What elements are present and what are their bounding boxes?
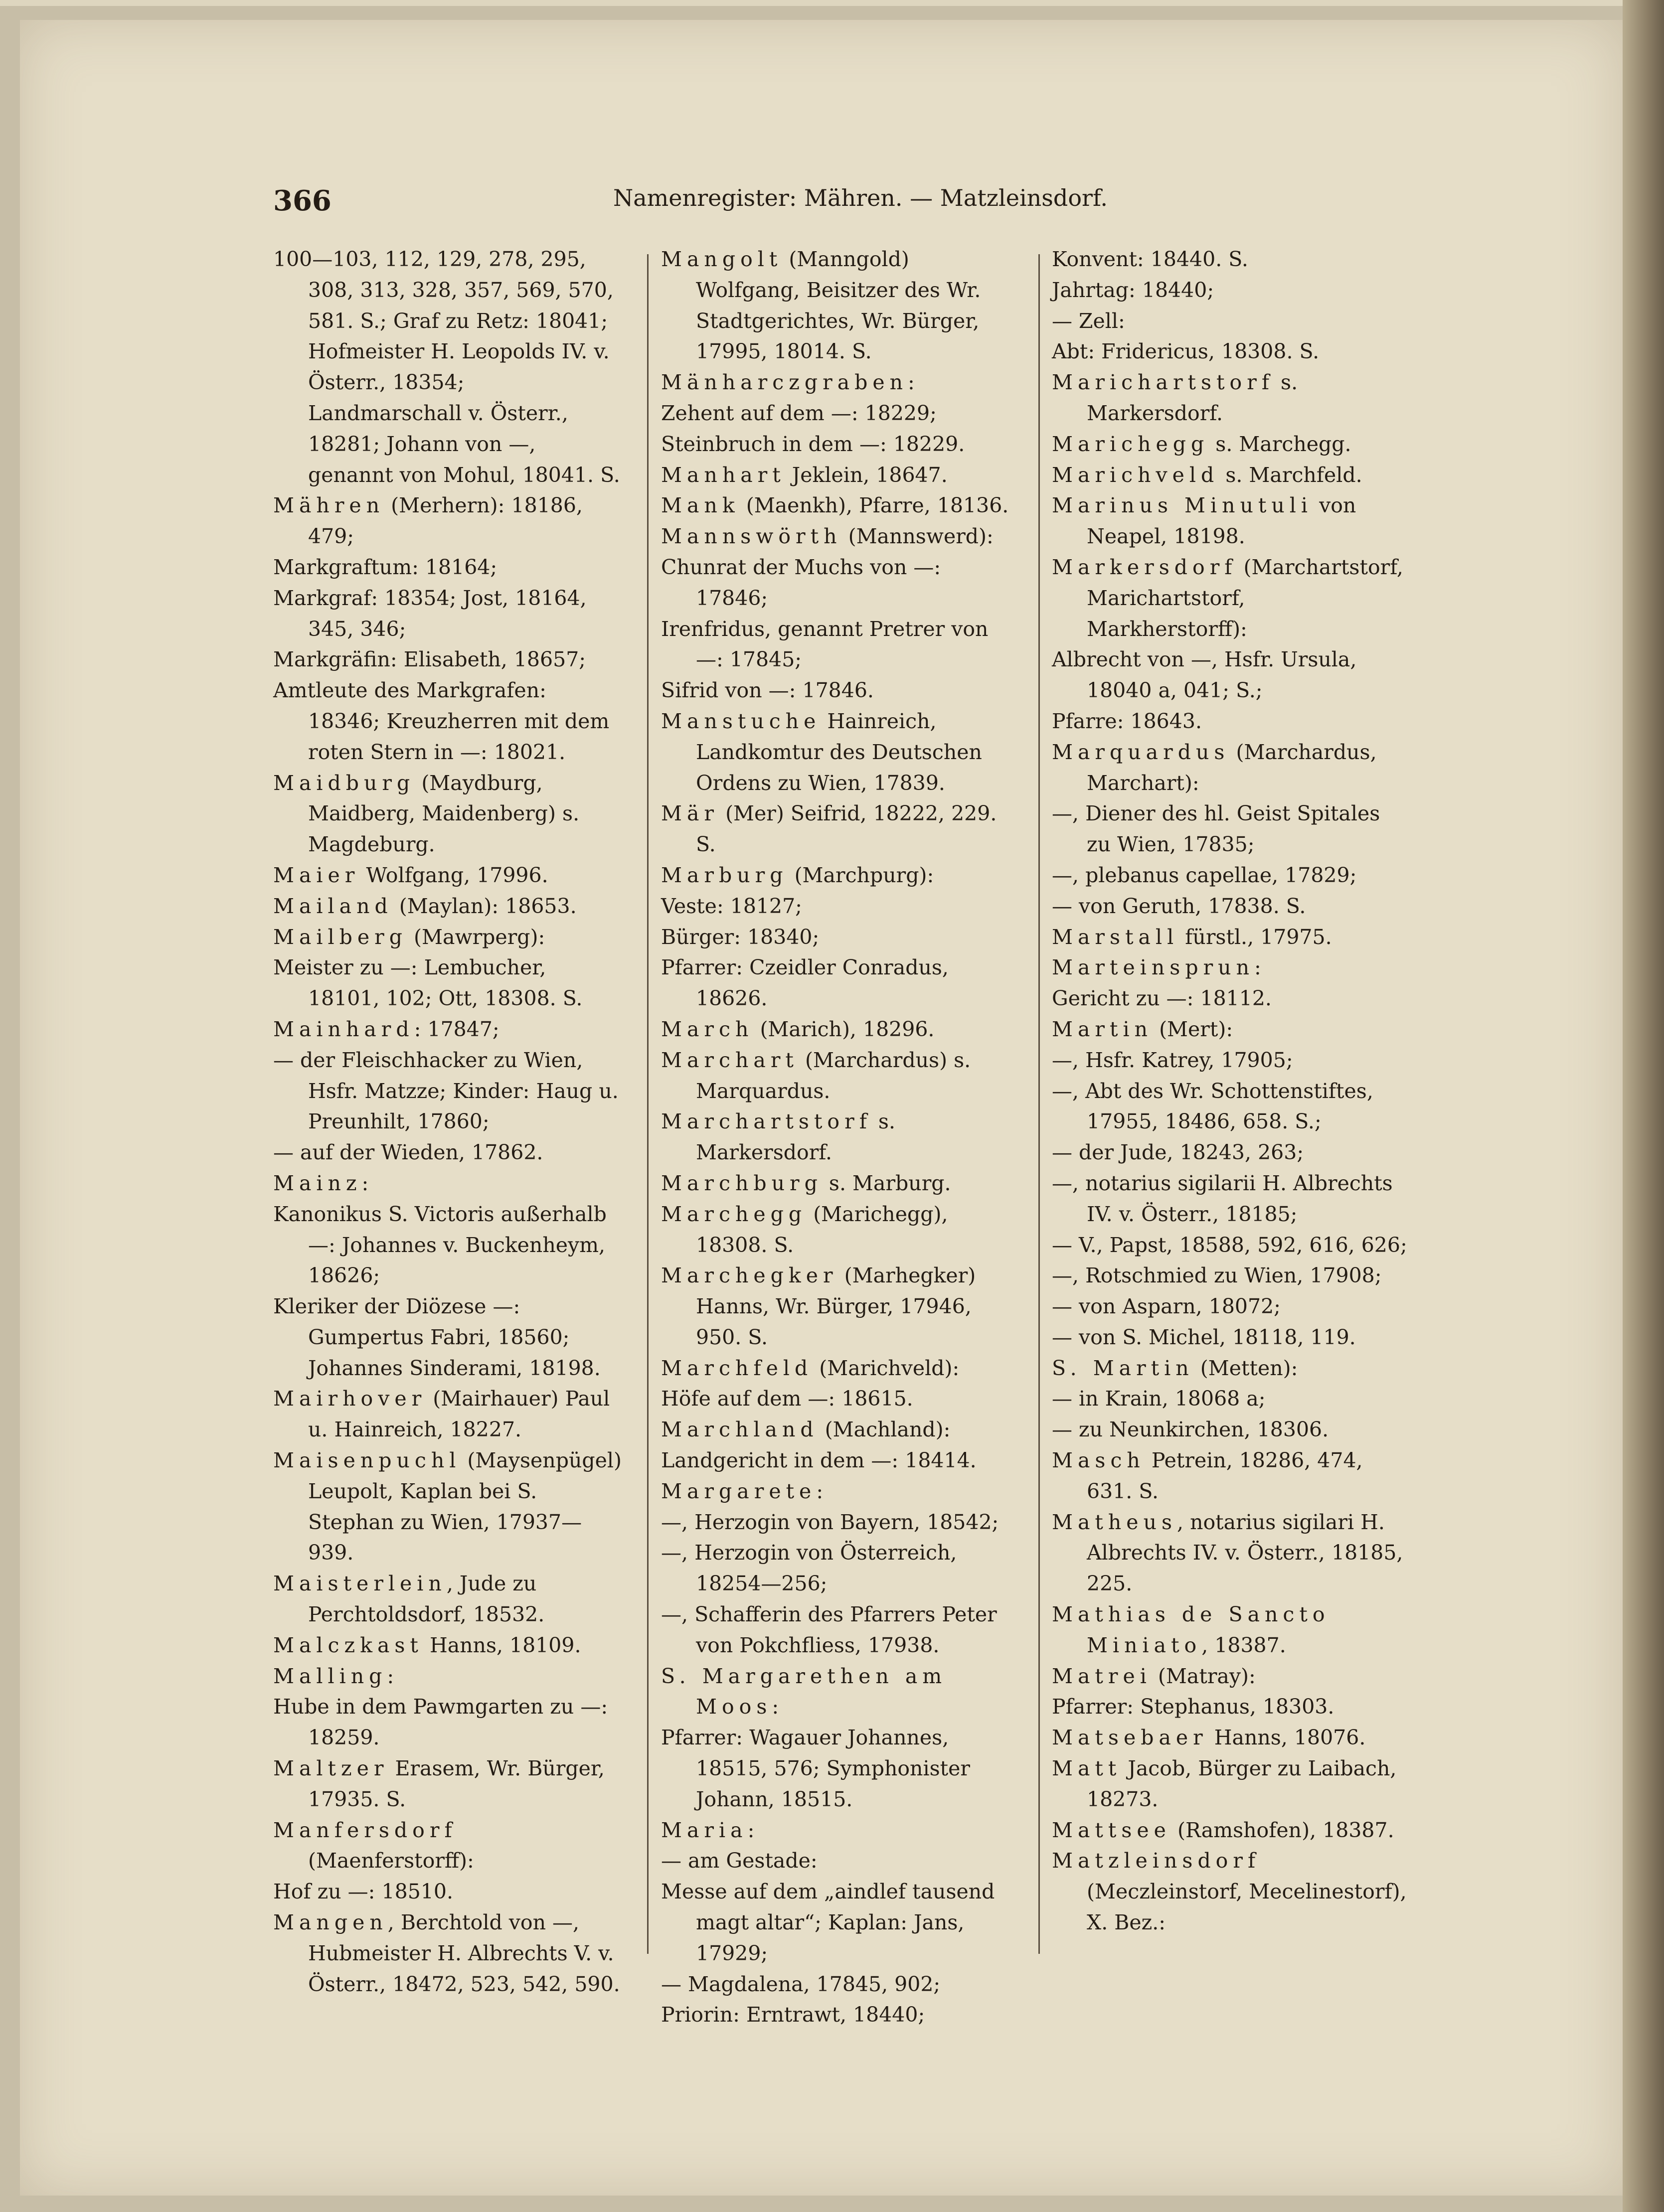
entry-text: (Merhern): 18186, 479; xyxy=(308,493,583,549)
entry-text: Kleriker der Diözese —: Gumpertus Fabri, 18560; Johannes Sinderami, 18198. xyxy=(273,1294,601,1380)
index-entry xyxy=(1052,1137,1408,1168)
index-entry xyxy=(1052,644,1408,706)
entry-text: Erasem, Wr. Bürger, 17935. S. xyxy=(308,1756,605,1811)
index-entry xyxy=(661,1476,1015,1507)
entry-text: Konvent: 18440. S. xyxy=(1052,247,1248,271)
index-entry xyxy=(1052,1599,1408,1661)
entry-headword: S. Martin xyxy=(1052,1356,1194,1380)
index-entry xyxy=(1052,1353,1408,1384)
index-entry xyxy=(661,1445,1015,1476)
entry-headword: March xyxy=(661,1017,754,1041)
index-entry xyxy=(1052,1045,1408,1076)
entry-text: Zehent auf dem —: 18229; xyxy=(661,401,937,425)
index-entry xyxy=(661,1599,1015,1661)
entry-text: Petrein, 18286, 474, 631. S. xyxy=(1087,1448,1363,1503)
index-entry xyxy=(661,675,1015,706)
index-entry xyxy=(661,429,1015,460)
entry-text: s. Marchegg. xyxy=(1209,432,1351,456)
entry-headword: Marichveld xyxy=(1052,463,1219,487)
entry-text: — am Gestade: xyxy=(661,1849,818,1873)
index-entry xyxy=(1052,860,1408,891)
page-number: 366 xyxy=(273,184,332,217)
entry-text: (Maylan): 18653. xyxy=(392,894,577,918)
entry-text: (Mairhauer) Paul u. Hainreich, 18227. xyxy=(308,1387,610,1442)
index-entry xyxy=(273,1661,622,1692)
entry-text: Pfarre: 18643. xyxy=(1052,709,1202,733)
entry-text: Bürger: 18340; xyxy=(661,925,820,949)
entry-text: Veste: 18127; xyxy=(661,894,802,918)
index-entry xyxy=(661,367,1015,398)
entry-headword: Matsebaer xyxy=(1052,1726,1208,1750)
index-entry xyxy=(1052,429,1408,460)
entry-text: Jeklein, 18647. xyxy=(785,463,948,487)
index-entry xyxy=(1052,706,1408,737)
entry-headword: Mailberg xyxy=(273,925,408,949)
entry-text: Irenfridus, genannt Pretrer von —: 17845; xyxy=(661,617,989,672)
index-entry xyxy=(1052,1014,1408,1045)
entry-headword: S. Margarethen am Moos xyxy=(661,1664,947,1719)
index-entry xyxy=(1052,1261,1408,1291)
index-entry xyxy=(1052,1230,1408,1261)
index-entry xyxy=(273,860,622,891)
index-entry xyxy=(273,1569,622,1630)
index-entry xyxy=(273,675,622,768)
index-entry xyxy=(661,1538,1015,1599)
index-entry xyxy=(661,798,1015,860)
index-entry xyxy=(273,922,622,953)
index-entry xyxy=(661,1815,1015,1846)
entry-headword: Marchburg xyxy=(661,1171,823,1195)
entry-text: — zu Neunkirchen, 18306. xyxy=(1052,1418,1329,1442)
entry-headword: Maisterlein xyxy=(273,1572,447,1596)
entry-text: Hanns, 18109. xyxy=(423,1633,581,1657)
index-entry xyxy=(1052,244,1408,275)
index-entry xyxy=(273,1168,622,1199)
index-entry xyxy=(661,1199,1015,1261)
index-entry xyxy=(1052,737,1408,799)
entry-text: Hanns, 18076. xyxy=(1207,1726,1366,1750)
entry-text: Pfarrer: Wagauer Johannes, 18515, 576; Symphonister Johann, 18515. xyxy=(661,1726,970,1811)
entry-text: Markgraftum: 18164; xyxy=(273,555,498,579)
entry-headword: Mainhard xyxy=(273,1017,414,1041)
index-entry xyxy=(1052,336,1408,367)
entry-headword: Mannswörth xyxy=(661,524,842,549)
entry-text: (Mert): xyxy=(1153,1017,1233,1041)
index-entry xyxy=(661,1969,1015,2000)
book-spine xyxy=(1623,0,1664,2212)
index-entry xyxy=(1052,1507,1408,1599)
entry-headword: Marinus Minutuli xyxy=(1052,493,1313,518)
entry-headword: Maisenpuchl xyxy=(273,1448,461,1473)
entry-headword: Mangen xyxy=(273,1910,388,1935)
index-entry xyxy=(1052,367,1408,429)
entry-headword: Manstuche xyxy=(661,709,821,733)
entry-text: (Mawrperg): xyxy=(407,925,545,949)
entry-text: (Marchpurg): xyxy=(788,863,934,887)
index-entry xyxy=(273,1630,622,1661)
entry-headword: Maier xyxy=(273,863,360,887)
index-entry xyxy=(661,922,1015,953)
index-entry xyxy=(1052,1753,1408,1815)
index-entry xyxy=(1052,1815,1408,1846)
index-entry xyxy=(661,244,1015,367)
index-entry xyxy=(273,1877,622,1907)
entry-headword: Marchart xyxy=(661,1048,799,1072)
entry-text: Abt: Fridericus, 18308. S. xyxy=(1052,339,1320,364)
entry-headword: Markersdorf xyxy=(1052,555,1237,579)
entry-text: (Marchardus) s. Marquardus. xyxy=(696,1048,971,1103)
entry-headword: Marstall xyxy=(1052,925,1179,949)
entry-headword: Mangolt xyxy=(661,247,783,271)
entry-text: —, plebanus capellae, 17829; xyxy=(1052,863,1357,887)
entry-text: , Berchtold von —, Hubmeister H. Albrechts V. v. Österr., 18472, 523, 542, 590. xyxy=(308,1910,620,1996)
index-entry xyxy=(1052,275,1408,306)
index-entry xyxy=(1052,1384,1408,1415)
index-entry xyxy=(1052,798,1408,860)
entry-text: (Metten): xyxy=(1193,1356,1298,1380)
entry-text: Chunrat der Muchs von —: 17846; xyxy=(661,555,941,610)
entry-text: Priorin: Erntrawt, 18440; xyxy=(661,2003,925,2027)
entry-text: Höfe auf dem —: 18615. xyxy=(661,1387,913,1411)
index-entry xyxy=(273,552,622,583)
column-divider xyxy=(1038,254,1040,1954)
index-entry xyxy=(1052,1168,1408,1230)
entry-headword: Maltzer xyxy=(273,1756,389,1781)
index-entry xyxy=(1052,1322,1408,1353)
entry-text: (Marichegg), 18308. S. xyxy=(696,1202,948,1257)
index-entry xyxy=(661,860,1015,891)
entry-text: — auf der Wieden, 17862. xyxy=(273,1140,543,1165)
entry-headword: Manhart xyxy=(661,463,786,487)
entry-headword: Mainz xyxy=(273,1171,362,1195)
index-entry xyxy=(1052,1076,1408,1138)
entry-text: 100—103, 112, 129, 278, 295, 308, 313, 328, 357, 569, 570, 581. S.; Graf zu Retz: 18041; Hofmeister H. Leopolds IV. v. Österr., 18354; Landmarschall v. Österr., 18281; Johann von —, genannt von Mohul, 18041. S. xyxy=(273,247,620,487)
entry-text: (Marchardus, Marchart): xyxy=(1087,740,1377,795)
entry-headword: Marteinsprun xyxy=(1052,955,1254,980)
index-entry xyxy=(661,521,1015,552)
entry-headword: Masch xyxy=(1052,1448,1145,1473)
entry-text: —, Schafferin des Pfarrers Peter von Pokchfliess, 17938. xyxy=(661,1602,997,1657)
entry-text: — in Krain, 18068 a; xyxy=(1052,1387,1266,1411)
entry-text: : xyxy=(772,1695,779,1719)
index-entry xyxy=(273,1045,622,1137)
index-entry xyxy=(273,891,622,922)
entry-text: — Magdalena, 17845, 902; xyxy=(661,1972,941,1996)
entry-text: Markgraf: 18354; Jost, 18164, 345, 346; xyxy=(273,586,587,641)
entry-text: —, Abt des Wr. Schottenstiftes, 17955, 18486, 658. S.; xyxy=(1052,1079,1373,1134)
entry-text: (Marich), 18296. xyxy=(753,1017,935,1041)
entry-text: von Neapel, 18198. xyxy=(1087,493,1356,549)
index-entry xyxy=(273,583,622,645)
entry-text: Hainreich, Landkomtur des Deutschen Ordens zu Wien, 17839. xyxy=(696,709,982,795)
index-entry xyxy=(661,1014,1015,1045)
index-entry xyxy=(273,1199,622,1291)
entry-text: (Maydburg, Maidberg, Maidenberg) s. Magdeburg. xyxy=(308,771,580,857)
entry-headword: Matheus xyxy=(1052,1510,1177,1534)
entry-text: Steinbruch in dem —: 18229. xyxy=(661,432,965,456)
index-entry xyxy=(1052,306,1408,337)
entry-headword: Mank xyxy=(661,493,740,518)
index-entry xyxy=(273,1014,622,1045)
entry-text: — Zell: xyxy=(1052,309,1125,333)
index-entry xyxy=(273,1753,622,1815)
entry-headword: Mänharczgraben xyxy=(661,370,908,395)
entry-headword: Mähren xyxy=(273,493,385,518)
index-entry xyxy=(661,952,1015,1014)
index-entry xyxy=(1052,1415,1408,1445)
entry-text: Messe auf dem „aindlef tausend magt altar“; Kaplan: Jans, 17929; xyxy=(661,1880,995,1965)
entry-text: (Meczleinstorf, Mecelinestorf), X. Bez.: xyxy=(1087,1880,1407,1935)
entry-text: — der Fleischhacker zu Wien, Hsfr. Matzze; Kinder: Haug u. Preunhilt, 17860; xyxy=(273,1048,619,1134)
entry-text: — der Jude, 18243, 263; xyxy=(1052,1140,1304,1165)
index-entry xyxy=(1052,922,1408,953)
entry-text: Pfarrer: Czeidler Conradus, 18626. xyxy=(661,955,949,1011)
index-entry xyxy=(1052,1445,1408,1507)
index-entry xyxy=(273,1815,622,1877)
entry-headword: Mathias de Sancto Miniato xyxy=(1052,1602,1330,1657)
entry-text: (Mer) Seifrid, 18222, 229. S. xyxy=(696,801,997,857)
entry-text: — von Geruth, 17838. S. xyxy=(1052,894,1306,918)
entry-headword: Marburg xyxy=(661,863,788,887)
entry-text: Sifrid von —: 17846. xyxy=(661,678,874,703)
entry-headword: Marichegg xyxy=(1052,432,1209,456)
entry-text: Wolfgang, 17996. xyxy=(359,863,548,887)
index-entry xyxy=(661,398,1015,429)
entry-text: , 18387. xyxy=(1201,1633,1286,1657)
entry-headword: Maria xyxy=(661,1818,748,1842)
entry-text: Gericht zu —: 18112. xyxy=(1052,986,1272,1011)
entry-text: Markgräfin: Elisabeth, 18657; xyxy=(273,647,586,672)
entry-text: (Mannswerd): xyxy=(841,524,994,549)
entry-headword: Malczkast xyxy=(273,1633,423,1657)
entry-text: Pfarrer: Stephanus, 18303. xyxy=(1052,1695,1334,1719)
entry-text: : 17847; xyxy=(414,1017,499,1041)
entry-headword: Marchfeld xyxy=(661,1356,813,1380)
entry-text: (Maysenpügel) Leupolt, Kaplan bei S. Stephan zu Wien, 17937—939. xyxy=(308,1448,622,1565)
index-entry xyxy=(661,1877,1015,1969)
entry-headword: Mattsee xyxy=(1052,1818,1171,1842)
entry-text: (Maenferstorff): xyxy=(308,1849,474,1873)
index-entry xyxy=(1052,1291,1408,1322)
entry-text: (Marhegker) Hanns, Wr. Bürger, 17946, 950. S. xyxy=(696,1264,976,1349)
index-entry xyxy=(1052,490,1408,552)
entry-text: (Marichveld): xyxy=(813,1356,960,1380)
index-entry xyxy=(661,1507,1015,1538)
index-column-3 xyxy=(1052,244,1408,1938)
index-entry xyxy=(661,460,1015,491)
entry-text: : xyxy=(361,1171,369,1195)
index-entry xyxy=(661,706,1015,798)
entry-text: (Maenkh), Pfarre, 18136. xyxy=(739,493,1009,518)
index-entry xyxy=(661,2000,1015,2031)
index-entry xyxy=(1052,1723,1408,1753)
entry-text: : xyxy=(908,370,915,395)
index-entry xyxy=(273,244,622,490)
index-entry xyxy=(1052,460,1408,491)
entry-text: : xyxy=(816,1479,824,1503)
index-entry xyxy=(273,1384,622,1445)
entry-text: Albrecht von —, Hsfr. Ursula, 18040 a, 041; S.; xyxy=(1052,647,1357,703)
index-entry xyxy=(661,1168,1015,1199)
index-column-1 xyxy=(273,244,622,2000)
index-entry xyxy=(273,1291,622,1384)
entry-headword: Mailand xyxy=(273,894,393,918)
entry-text: , notarius sigilari H. Albrechts IV. v. Österr., 18185, 225. xyxy=(1087,1510,1403,1596)
entry-headword: Mär xyxy=(661,801,719,826)
index-entry xyxy=(1052,983,1408,1014)
entry-headword: Margarete xyxy=(661,1479,817,1503)
entry-headword: Marchland xyxy=(661,1418,819,1442)
entry-text: —, Diener des hl. Geist Spitales zu Wien, 17835; xyxy=(1052,801,1380,857)
entry-text: : xyxy=(747,1818,755,1842)
entry-text: (Manngold) Wolfgang, Beisitzer des Wr. Stadtgerichtes, Wr. Bürger, 17995, 18014. S. xyxy=(696,247,981,364)
entry-headword: Malling xyxy=(273,1664,387,1688)
index-entry xyxy=(1052,891,1408,922)
entry-text: Amtleute des Markgrafen: 18346; Kreuzherren mit dem roten Stern in —: 18021. xyxy=(273,678,610,764)
index-entry xyxy=(273,768,622,860)
entry-headword: Matzleinsdorf xyxy=(1052,1849,1261,1873)
index-entry xyxy=(661,1723,1015,1815)
entry-headword: Marchartstorf xyxy=(661,1109,872,1134)
index-entry xyxy=(273,1692,622,1753)
entry-text: Hof zu —: 18510. xyxy=(273,1880,453,1904)
index-entry xyxy=(661,1384,1015,1415)
entry-headword: Marchegg xyxy=(661,1202,807,1226)
index-entry xyxy=(661,891,1015,922)
entry-text: Landgericht in dem —: 18414. xyxy=(661,1448,977,1473)
index-entry xyxy=(661,552,1015,614)
index-entry xyxy=(661,614,1015,676)
index-entry xyxy=(273,490,622,552)
entry-text: s. Markersdorf. xyxy=(696,1109,895,1165)
entry-text: —, Hsfr. Katrey, 17905; xyxy=(1052,1048,1293,1072)
index-entry xyxy=(273,1137,622,1168)
entry-text: —, Rotschmied zu Wien, 17908; xyxy=(1052,1264,1382,1288)
entry-headword: Matt xyxy=(1052,1756,1122,1781)
entry-text: — von S. Michel, 18118, 119. xyxy=(1052,1325,1356,1349)
index-entry xyxy=(1052,1846,1408,1938)
entry-text: Hube in dem Pawmgarten zu —: 18259. xyxy=(273,1695,608,1750)
index-entry xyxy=(661,1846,1015,1877)
entry-text: s. Marburg. xyxy=(822,1171,951,1195)
index-entry xyxy=(661,1045,1015,1107)
index-entry xyxy=(661,1261,1015,1353)
entry-text: Jacob, Bürger zu Laibach, 18273. xyxy=(1087,1756,1397,1811)
entry-text: fürstl., 17975. xyxy=(1178,925,1332,949)
index-entry xyxy=(273,1445,622,1569)
entry-text: s. Markersdorf. xyxy=(1087,370,1298,425)
entry-headword: Matrei xyxy=(1052,1664,1152,1688)
entry-text: s. Marchfeld. xyxy=(1219,463,1362,487)
index-entry xyxy=(273,952,622,1014)
index-entry xyxy=(273,1907,622,2000)
entry-text: (Marchartstorf, Marichartstorf, Markherstorff): xyxy=(1087,555,1403,641)
entry-text: Kanonikus S. Victoris außerhalb —: Johannes v. Buckenheym, 18626; xyxy=(273,1202,607,1288)
entry-text: —, Herzogin von Bayern, 18542; xyxy=(661,1510,999,1534)
column-divider xyxy=(647,254,649,1954)
index-entry xyxy=(1052,1692,1408,1723)
entry-headword: Maidburg xyxy=(273,771,415,795)
entry-text: : xyxy=(387,1664,394,1688)
entry-text: (Ramshofen), 18387. xyxy=(1170,1818,1394,1842)
entry-headword: Marchegker xyxy=(661,1264,838,1288)
index-entry xyxy=(661,490,1015,521)
index-entry xyxy=(1052,552,1408,644)
top-edge xyxy=(0,0,1664,6)
index-entry xyxy=(1052,952,1408,983)
entry-text: , Jude zu Perchtoldsdorf, 18532. xyxy=(308,1572,545,1627)
entry-text: (Matray): xyxy=(1151,1664,1256,1688)
running-head: Namenregister: Mähren. — Matzleinsdorf. xyxy=(613,184,1108,211)
entry-headword: Martin xyxy=(1052,1017,1153,1041)
index-entry xyxy=(273,644,622,675)
entry-text: (Machland): xyxy=(818,1418,951,1442)
index-entry xyxy=(661,1353,1015,1384)
index-entry xyxy=(1052,1661,1408,1692)
entry-text: —, Herzogin von Österreich, 18254—256; xyxy=(661,1541,957,1596)
index-entry xyxy=(661,1415,1015,1445)
entry-headword: Marquardus xyxy=(1052,740,1230,764)
entry-text: — V., Papst, 18588, 592, 616, 626; xyxy=(1052,1233,1407,1257)
entry-text: —, notarius sigilarii H. Albrechts IV. v. Österr., 18185; xyxy=(1052,1171,1393,1226)
entry-text: : xyxy=(1254,955,1261,980)
entry-headword: Marichartstorf xyxy=(1052,370,1274,395)
entry-text: — von Asparn, 18072; xyxy=(1052,1294,1281,1319)
entry-headword: Manfersdorf xyxy=(273,1818,457,1842)
entry-headword: Mairhover xyxy=(273,1387,427,1411)
index-column-2 xyxy=(661,244,1015,2031)
index-entry xyxy=(661,1106,1015,1168)
entry-text: Jahrtag: 18440; xyxy=(1052,278,1214,302)
index-entry xyxy=(661,1661,1015,1723)
entry-text: Meister zu —: Lembucher, 18101, 102; Ott, 18308. S. xyxy=(273,955,583,1011)
